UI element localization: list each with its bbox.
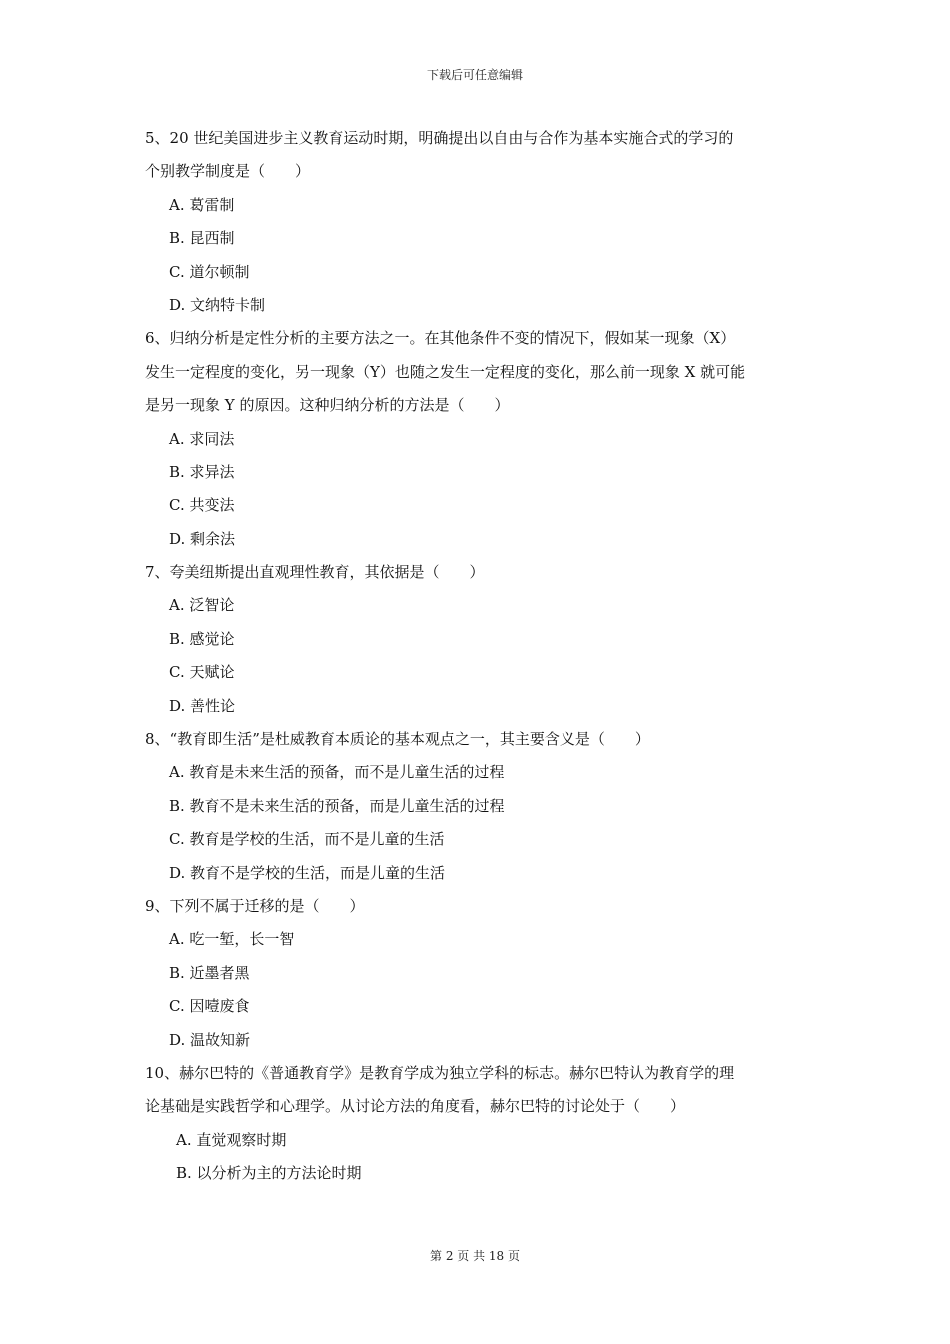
question-text: 6、归纳分析是定性分析的主要方法之一。在其他条件不变的情况下，假如某一现象（X） (145, 329, 736, 348)
option-a: A. 直觉观察时期 (176, 1130, 287, 1149)
option-a: A. 教育是未来生活的预备，而不是儿童生活的过程 (169, 763, 505, 782)
question-text: 5、20 世纪美国进步主义教育运动时期，明确提出以自由与合作为基本实施合式的学习的 (145, 129, 734, 147)
option-b: B. 昆西制 (169, 229, 235, 248)
option-a: A. 求同法 (169, 429, 235, 448)
option-d: D. 温故知新 (169, 1030, 251, 1049)
option-b: B. 近墨者黑 (169, 963, 250, 982)
option-a: A. 吃一堑，长一智 (169, 930, 295, 949)
option-d: D. 教育不是学校的生活，而是儿童的生活 (169, 863, 446, 882)
question-text: 论基础是实践哲学和心理学。从讨论方法的角度看，赫尔巴特的讨论处于（ ） (145, 1097, 686, 1116)
question-list (145, 122, 815, 1191)
option-a: A. 葛雷制 (169, 195, 235, 214)
page-number: 第 2 页 共 18 页 (430, 1249, 520, 1263)
header-note: 下载后可任意编辑 (426, 68, 523, 82)
option-b: B. 教育不是未来生活的预备，而是儿童生活的过程 (169, 796, 505, 815)
question-10 (145, 1057, 815, 1191)
question-text: 是另一现象 Y 的原因。这种归纳分析的方法是（ ） (145, 396, 510, 415)
option-b: B. 感觉论 (169, 629, 235, 648)
option-d: D. 剩余法 (169, 529, 236, 548)
option-c: C. 道尔顿制 (169, 262, 250, 281)
question-5 (145, 122, 815, 322)
question-7 (145, 556, 815, 723)
question-8 (145, 723, 815, 890)
question-text: 10、赫尔巴特的《普通教育学》是教育学成为独立学科的标志。赫尔巴特认为教育学的理 (145, 1063, 735, 1082)
option-c: C. 因噎废食 (169, 997, 250, 1016)
question-text: 7、夸美纽斯提出直观理性教育，其依据是（ ） (145, 563, 485, 582)
option-a: A. 泛智论 (169, 596, 235, 615)
option-b: B. 求异法 (169, 462, 235, 481)
question-text: 9、下列不属于迁移的是（ ） (145, 896, 365, 915)
question-6 (145, 322, 815, 556)
option-c: C. 教育是学校的生活，而不是儿童的生活 (169, 830, 445, 849)
option-c: C. 天赋论 (169, 663, 235, 682)
option-b: B. 以分析为主的方法论时期 (176, 1164, 362, 1183)
question-text: 发生一定程度的变化，另一现象（Y）也随之发生一定程度的变化，那么前一现象 X 就可能 (145, 362, 746, 381)
question-text: 8、“教育即生活”是杜威教育本质论的基本观点之一，其主要含义是（ ） (145, 730, 650, 749)
option-c: C. 共变法 (169, 496, 235, 515)
question-9 (145, 890, 815, 1057)
option-d: D. 文纳特卡制 (169, 295, 266, 314)
question-text: 个别教学制度是（ ） (145, 162, 311, 181)
option-d: D. 善性论 (169, 696, 236, 715)
